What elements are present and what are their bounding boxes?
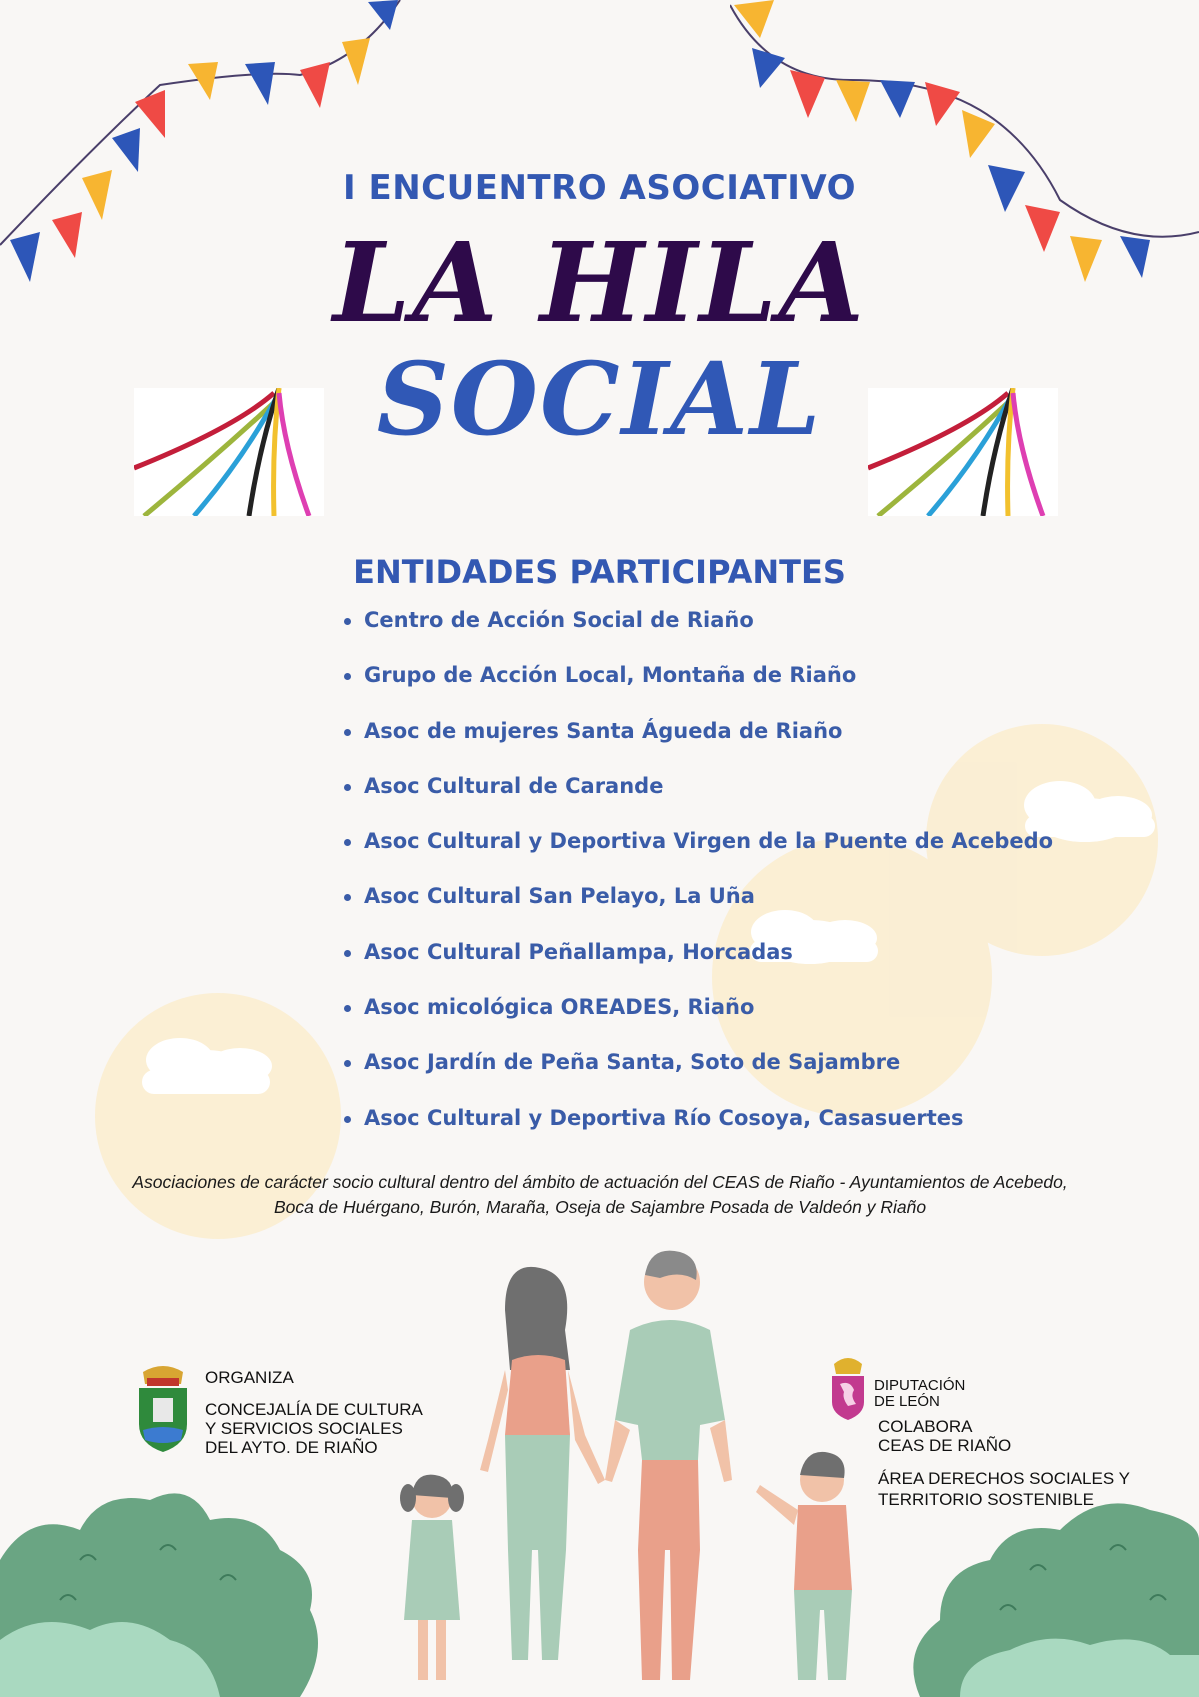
footnote xyxy=(130,1170,1070,1220)
bullet-icon xyxy=(344,950,351,957)
list-item: Asoc Cultural San Pelayo, La Uña xyxy=(340,886,1053,941)
organizer-line3: DEL AYTO. DE RIAÑO xyxy=(205,1438,378,1457)
bullet-icon xyxy=(344,618,351,625)
footnote-line1: Asociaciones de carácter socio cultural dentro del ámbito de actuación del CEAS de Riaño - Ayuntamientos de Acebedo, xyxy=(132,1172,1068,1192)
participants-heading: ENTIDADES PARTICIPANTES xyxy=(353,553,846,591)
list-item: Asoc Cultural Peñallampa, Horcadas xyxy=(340,942,1053,997)
bullet-icon xyxy=(344,673,351,680)
organizer-label: ORGANIZA xyxy=(205,1368,294,1387)
list-item: Asoc micológica OREADES, Riaño xyxy=(340,997,1053,1052)
list-item: Asoc Cultural de Carande xyxy=(340,776,1053,831)
bullet-icon xyxy=(344,894,351,901)
list-item: Centro de Acción Social de Riaño xyxy=(340,610,1053,665)
bullet-icon xyxy=(344,784,351,791)
list-item: Asoc Jardín de Peña Santa, Soto de Sajambre xyxy=(340,1052,1053,1107)
collaborator-label: COLABORA xyxy=(878,1417,973,1436)
list-item: Asoc de mujeres Santa Águeda de Riaño xyxy=(340,721,1053,776)
footnote-line2: Boca de Huérgano, Burón, Maraña, Oseja de Sajambre Posada de Valdeón y Riaño xyxy=(273,1197,927,1217)
collaborator-line1: CEAS DE RIAÑO xyxy=(878,1436,1012,1455)
list-item: Asoc Cultural y Deportiva Virgen de la Puente de Acebedo xyxy=(340,831,1053,886)
event-kicker: I ENCUENTRO ASOCIATIVO xyxy=(343,168,856,208)
diputacion-leon-logo xyxy=(828,1352,868,1422)
collaborator-line2: ÁREA DERECHOS SOCIALES Y xyxy=(878,1469,1130,1488)
event-title-line2: SOCIAL xyxy=(376,340,823,458)
bullet-icon xyxy=(344,729,351,736)
bush-left xyxy=(0,1470,330,1697)
bullet-icon xyxy=(344,839,351,846)
list-item: Grupo de Acción Local, Montaña de Riaño xyxy=(340,665,1053,720)
participants-list xyxy=(340,610,1053,1163)
riano-coat-of-arms xyxy=(133,1364,193,1454)
organizer-line2: Y SERVICIOS SOCIALES xyxy=(205,1419,403,1438)
colored-strings-left xyxy=(134,388,324,516)
bullet-icon xyxy=(344,1116,351,1123)
bullet-icon xyxy=(344,1060,351,1067)
event-title-line1: LA HILA xyxy=(332,218,867,347)
collaborator-line3: TERRITORIO SOSTENIBLE xyxy=(878,1490,1095,1509)
list-item: Asoc Cultural y Deportiva Río Cosoya, Casasuertes xyxy=(340,1108,1053,1163)
diputacion-logo-line1: DIPUTACIÓN xyxy=(874,1377,966,1394)
diputacion-logo-line2: DE LEÓN xyxy=(874,1393,940,1410)
organizer-line1: CONCEJALÍA DE CULTURA xyxy=(205,1400,423,1419)
colored-strings-right xyxy=(868,388,1058,516)
family-illustration xyxy=(380,1250,880,1697)
bullet-icon xyxy=(344,1005,351,1012)
bush-right xyxy=(900,1480,1199,1697)
